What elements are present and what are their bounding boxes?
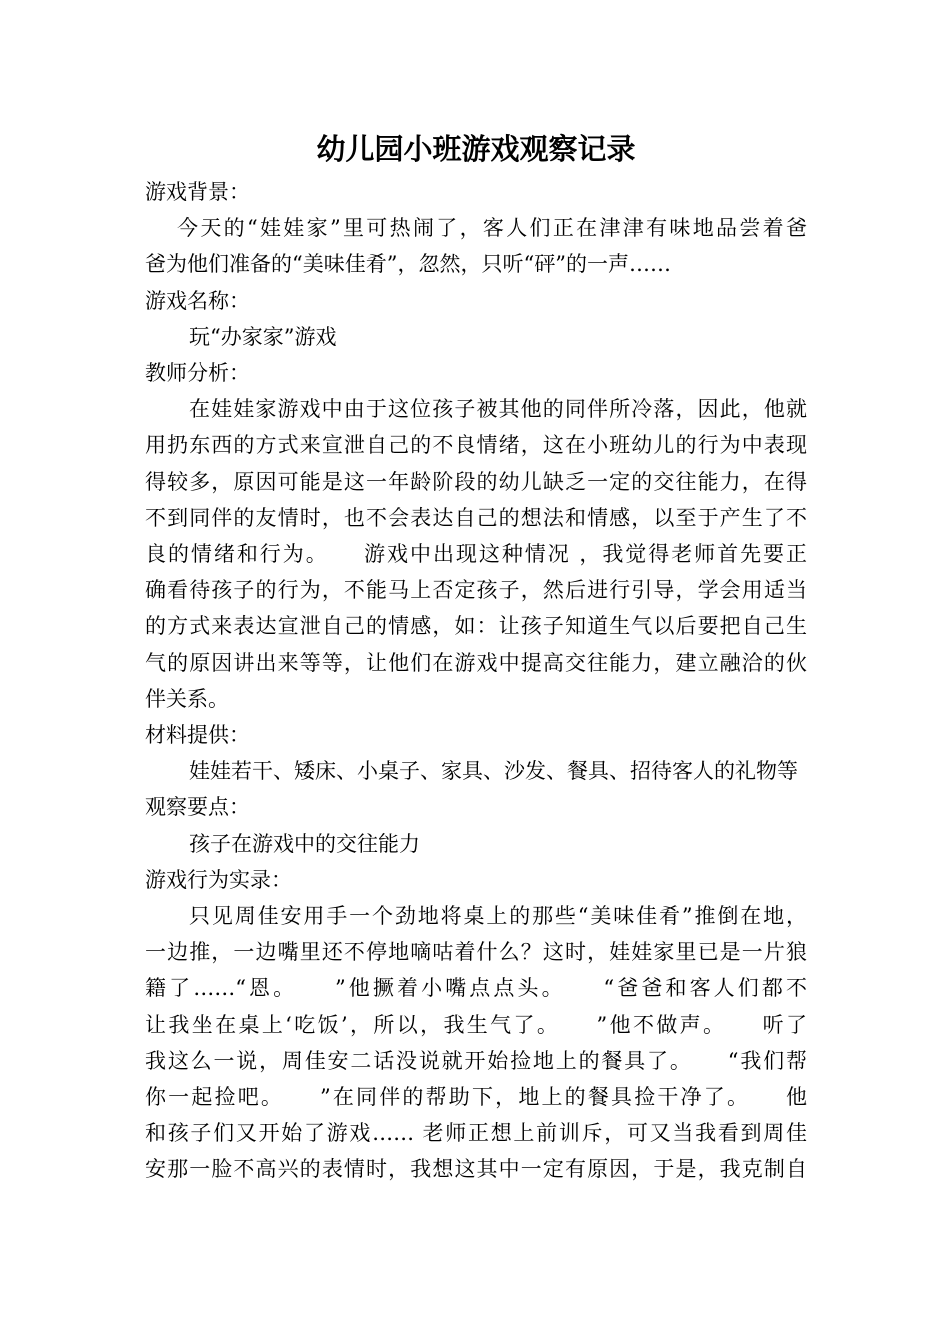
paragraph-line: 用扔东西的方式来宣泄自己的不良情绪，这在小班幼儿的行为中表现 <box>145 433 807 458</box>
section-label-name: 游戏名称： <box>145 288 250 313</box>
section-label-focus: 观察要点： <box>145 795 250 820</box>
paragraph-line: 安那一脸不高兴的表情时，我想这其中一定有原因，于是，我克制自 <box>145 1157 807 1182</box>
paragraph-line: 和孩子们又开始了游戏…… 老师正想上前训斥，可又当我看到周佳 <box>145 1121 807 1146</box>
paragraph-line: 籍了……“恩。 ”他撅着小嘴点点头。 “爸爸和客人们都不 <box>145 976 807 1001</box>
paragraph-line: 确看待孩子的行为，不能马上否定孩子，然后进行引导，学会用适当 <box>145 578 807 603</box>
materials-text: 娃娃若干、矮床、小桌子、家具、沙发、餐具、招待客人的礼物等 <box>189 759 798 784</box>
document-title: 幼儿园小班游戏观察记录 <box>316 132 636 166</box>
game-name-text: 玩“办家家”游戏 <box>189 324 337 349</box>
section-label-analysis: 教师分析： <box>145 361 250 386</box>
paragraph-line: 气的原因讲出来等等，让他们在游戏中提高交往能力，建立融洽的伙 <box>145 650 807 675</box>
paragraph-line: 良的情绪和行为。 游戏中出现这种情况 ，我觉得老师首先要正 <box>145 542 807 567</box>
paragraph-line: 的方式来表达宣泄自己的情感，如：让孩子知道生气以后要把自己生 <box>145 614 807 639</box>
section-label-background: 游戏背景： <box>145 180 250 204</box>
paragraph-line: 一边推，一边嘴里还不停地嘀咕着什么？这时，娃娃家里已是一片狼 <box>145 940 807 965</box>
background-paragraph <box>145 210 807 282</box>
paragraph-line: 你一起捡吧。 ”在同伴的帮助下，地上的餐具捡干净了。 他 <box>145 1085 807 1110</box>
paragraph-line: 让我坐在桌上‘吃饭’，所以，我生气了。 ”他不做声。 听了 <box>145 1012 807 1037</box>
section-label-record: 游戏行为实录： <box>145 867 292 892</box>
section-label-materials: 材料提供： <box>145 723 250 748</box>
paragraph-line: 伴关系。 <box>145 686 229 711</box>
paragraph-line: 爸为他们准备的“美味佳肴”，忽然，只听“砰”的一声…… <box>145 252 671 277</box>
focus-text: 孩子在游戏中的交往能力 <box>189 831 420 856</box>
paragraph-line: 不到同伴的友情时，也不会表达自己的想法和情感，以至于产生了不 <box>145 505 807 530</box>
paragraph-line: 在娃娃家游戏中由于这位孩子被其他的同伴所冷落，因此，他就 <box>189 397 807 422</box>
paragraph-line: 我这么一说，周佳安二话没说就开始捡地上的餐具了。 “我们帮 <box>145 1048 807 1073</box>
paragraph-line: 得较多，原因可能是这一年龄阶段的幼儿缺乏一定的交往能力，在得 <box>145 469 807 494</box>
paragraph-line: 只见周佳安用手一个劲地将桌上的那些“美味佳肴”推倒在地， <box>189 904 807 929</box>
analysis-paragraph <box>145 391 807 717</box>
paragraph-line: 今天的“娃娃家”里可热闹了，客人们正在津津有味地品尝着爸 <box>177 216 807 241</box>
document-page <box>145 124 807 1188</box>
record-paragraph <box>145 898 807 1188</box>
